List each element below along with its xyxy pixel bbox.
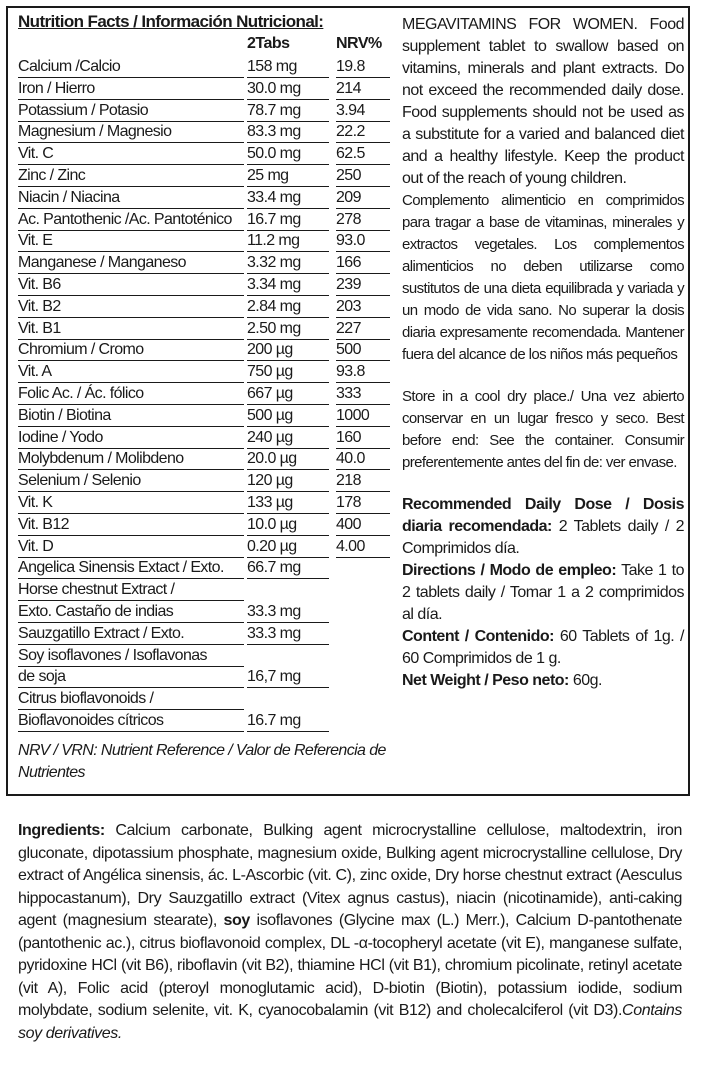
- nutrient-nrv-text: 62.5: [336, 145, 365, 163]
- nutrient-amount-text: 3.32 mg: [247, 254, 301, 272]
- nutrient-amount: [247, 428, 329, 449]
- nutrient-nrv: [336, 231, 390, 252]
- nutrient-name: [18, 471, 244, 492]
- nutrient-nrv-text: 166: [336, 254, 361, 272]
- nutrient-amount-text: 78.7 mg: [247, 101, 301, 119]
- nutrient-nrv: [336, 275, 390, 296]
- nutrient-amount: [247, 210, 329, 231]
- nutrient-nrv-text: 227: [336, 319, 361, 337]
- storage-text: Store in a cool dry place./ Una vez abierto conservar en un lugar fresco y seco. Best before end: See the container. Consumir preferentemente antes del fin de: ver envase.: [402, 388, 684, 471]
- nutrient-nrv-text: 4.00: [336, 537, 365, 555]
- column-header-nrv: NRV%: [336, 35, 382, 52]
- nutrient-nrv-text: 178: [336, 494, 361, 511]
- nutrient-amount: [247, 297, 329, 318]
- nutrient-nrv: [336, 449, 390, 470]
- nutrient-nrv-text: 278: [336, 210, 361, 228]
- nutrient-nrv: [336, 319, 390, 340]
- allergen-soy: soy: [223, 912, 250, 929]
- nutrient-nrv-text: 93.8: [336, 363, 365, 381]
- nutrient-amount-text: 240 µg: [247, 428, 293, 446]
- nutrient-amount: [247, 188, 329, 209]
- nutrient-amount-text: 11.2 mg: [247, 232, 300, 250]
- nutrient-nrv: [336, 646, 390, 666]
- nutrient-nrv: [336, 624, 390, 644]
- nutrient-row: [18, 79, 393, 101]
- nutrient-amount: [247, 624, 329, 645]
- nutrient-amount: [247, 122, 329, 143]
- nutrient-row: [18, 101, 393, 123]
- nutrient-amount: [247, 340, 329, 361]
- nutrient-amount-text: 120 µg: [247, 472, 293, 490]
- intro-spanish: Complemento alimenticio en comprimidos para tragar a base de vitaminas, minerales y extractos vegetales. Los complementos alimenticios no deben utilizarse como sustitutos de una dieta equilibrada y variada y un modo de vida sano. No superar la dosis diaria expresamente recomendada. Mantener fuera del alcance de los niños más pequeños: [402, 192, 684, 363]
- nutrient-name: [18, 57, 244, 78]
- ingredients-label: Ingredients:: [18, 822, 105, 839]
- nutrient-name-text: Citrus bioflavonoids /: [18, 690, 154, 708]
- nutrient-row: [18, 231, 393, 253]
- nutrient-nrv: [336, 122, 390, 143]
- nutrient-row: [18, 667, 393, 689]
- nutrient-row: [18, 711, 393, 733]
- nutrient-amount-text: 750 µg: [247, 363, 293, 381]
- nutrient-amount-text: 500 µg: [247, 406, 293, 424]
- nutrient-name-text: Vit. E: [18, 232, 53, 250]
- nutrient-row: [18, 297, 393, 319]
- nutrient-name: [18, 428, 244, 449]
- ingredients-text-1: Calcium carbonate, Bulking agent microcrystalline cellulose, maltodextrin, iron gluconate, dipotassium phosphate, magnesium oxide, Bulking agent microcrystalline cellulose, Dry extract of Angélica sinensis, ác. L-Ascorbic (vit. C), zinc oxide, Dry horse chestnut extract (Aesculus hippocastanum), Dry Sauzgatillo extract (Vitex agnus castus), niacin (nicotinamide), anti-caking agent (magnesium stearate),: [18, 822, 682, 929]
- nutrient-amount-text: 2.84 mg: [247, 297, 301, 315]
- nutrient-amount-text: 133 µg: [247, 494, 293, 511]
- nutrient-name: [18, 188, 244, 209]
- nutrient-amount: [247, 319, 329, 340]
- dose-label: Recommended Daily Dose / Dosis diaria recomendada:: [402, 496, 684, 535]
- nutrient-name: [18, 210, 244, 231]
- nutrient-name: [18, 646, 244, 667]
- intro-english: MEGAVITAMINS FOR WOMEN. Food supplement tablet to swallow based on vitamins, minerals and plant extracts. Do not exceed the recommended daily dose. Food supplements should not be used as a substitute for a varied and balanced diet and a healthy lifestyle. Keep the product out of the reach of young children.: [402, 16, 684, 187]
- nutrient-name-text: Vit. K: [18, 494, 53, 511]
- nutrient-name: [18, 166, 244, 187]
- nutrient-amount-text: 30.0 mg: [247, 79, 301, 97]
- nutrient-row: [18, 384, 393, 406]
- directions-label: Directions / Modo de empleo:: [402, 562, 617, 579]
- nutrient-amount: [247, 711, 329, 732]
- nutrient-nrv-text: 19.8: [336, 58, 365, 75]
- nutrient-row: [18, 144, 393, 166]
- nutrient-name: [18, 711, 244, 732]
- nutrient-nrv: [336, 253, 390, 274]
- nutrient-row: [18, 188, 393, 210]
- nutrient-amount: [247, 231, 329, 252]
- nutrient-nrv: [336, 406, 390, 427]
- nutrient-name-text: Ac. Pantothenic /Ac. Pantoténico: [18, 210, 232, 228]
- nutrient-name-text: Vit. D: [18, 537, 54, 555]
- nutrient-amount-text: 16.7 mg: [247, 210, 301, 228]
- nutrient-row: [18, 558, 393, 580]
- nutrient-amount: [247, 515, 329, 536]
- nutrient-amount: [247, 689, 329, 709]
- nutrient-name-text: Molybdenum / Molibdeno: [18, 450, 184, 468]
- column-header-amount: 2Tabs: [247, 35, 290, 52]
- nutrient-nrv-text: 3.94: [336, 101, 365, 119]
- nutrient-amount-text: 33.3 mg: [247, 624, 301, 642]
- nutrient-amount: [247, 537, 329, 558]
- nutrient-row: [18, 449, 393, 471]
- nutrient-amount-text: 33.4 mg: [247, 188, 301, 206]
- nutrient-name-text: Potassium / Potasio: [18, 101, 148, 119]
- nutrient-row: [18, 406, 393, 428]
- nutrient-name: [18, 122, 244, 143]
- nutrient-amount-text: 200 µg: [247, 341, 293, 359]
- nutrient-row: [18, 122, 393, 144]
- nutrient-amount-text: 25 mg: [247, 167, 289, 184]
- nutrient-name: [18, 689, 244, 710]
- nutrient-name: [18, 406, 244, 427]
- nutrient-nrv: [336, 57, 390, 78]
- nutrient-name: [18, 253, 244, 274]
- nutrient-row: [18, 689, 393, 711]
- nutrient-name-text: Vit. C: [18, 145, 54, 163]
- nutrient-row: [18, 362, 393, 384]
- nutrient-name: [18, 275, 244, 296]
- nutrient-nrv: [336, 515, 390, 536]
- nutrient-name-text: Horse chestnut Extract /: [18, 581, 175, 599]
- nutrient-name-text: Angelica Sinensis Extact / Exto.: [18, 559, 224, 577]
- nutrient-amount: [247, 57, 329, 78]
- nutrient-name: [18, 624, 244, 645]
- nutrient-nrv-text: 209: [336, 188, 361, 206]
- nutrient-name-text: Bioflavonoides cítricos: [18, 712, 164, 729]
- dose-value: 2 Tablets daily / 2 Comprimidos día.: [402, 518, 685, 557]
- nutrient-name: [18, 558, 244, 579]
- nutrition-table-title: Nutrition Facts / Información Nutricional:: [18, 12, 324, 31]
- nutrient-amount: [247, 406, 329, 427]
- nutrient-nrv-text: 500: [336, 341, 361, 359]
- nutrient-nrv-text: 203: [336, 297, 361, 315]
- nutrient-amount: [247, 646, 329, 666]
- nutrient-amount-text: 83.3 mg: [247, 123, 301, 141]
- nutrient-nrv: [336, 210, 390, 231]
- ingredients-text-2: isoflavones (Glycine max (L.) Merr.), Calcium D-pantothenate (pantothenic ac.), citrus bioflavonoid complex, DL -α-tocopheryl acetate (vit E), manganese sulfate, pyridoxine HCl (vit B6), riboflavin (vit B2), thiamine HCl (vit B1), chromium picolinate, retinyl acetate (vit A), Folic acid (pteroyl monoglutamic acid), D-biotin (Biotin), potassium iodide, sodium molybdate, sodium selenite, vit. K, cyanocobalamin (vit B12) and cholecalciferol (vit D3).: [18, 912, 682, 1019]
- nutrient-row: [18, 624, 393, 646]
- nutrient-nrv-text: 22.2: [336, 123, 365, 141]
- nutrient-row: [18, 602, 393, 624]
- nutrient-name-text: Vit. A: [18, 363, 52, 381]
- nutrient-name: [18, 79, 244, 100]
- nutrient-nrv: [336, 188, 390, 209]
- nutrient-amount-text: 3.34 mg: [247, 276, 301, 293]
- nutrient-amount-text: 0.20 µg: [247, 537, 297, 555]
- nutrient-name: [18, 319, 244, 340]
- nutrient-nrv: [336, 689, 390, 709]
- nutrient-name-text: Iodine / Yodo: [18, 428, 103, 446]
- nutrient-name-text: Vit. B2: [18, 297, 61, 315]
- nutrient-name: [18, 602, 244, 623]
- nutrient-amount: [247, 166, 329, 187]
- nutrient-nrv: [336, 144, 390, 165]
- nutrient-row: [18, 428, 393, 450]
- nrv-footnote: NRV / VRN: Nutrient Reference / Valor de Referencia de Nutrientes: [18, 742, 386, 781]
- nutrient-nrv: [336, 428, 390, 449]
- allergen-note: Contains soy derivatives.: [18, 1002, 682, 1042]
- nutrient-name: [18, 493, 244, 514]
- content-label: Content / Contenido:: [402, 628, 554, 645]
- nutrient-name-text: Calcium /Calcio: [18, 58, 121, 75]
- nutrient-amount-text: 33.3 mg: [247, 603, 301, 620]
- nutrient-nrv-text: 93.0: [336, 232, 365, 250]
- nutrient-nrv-text: 333: [336, 385, 361, 402]
- nutrient-amount-text: 158 mg: [247, 58, 297, 75]
- product-description: [402, 14, 684, 692]
- nutrient-nrv-text: 400: [336, 515, 361, 533]
- nutrient-row: [18, 471, 393, 493]
- nutrient-nrv: [336, 667, 390, 687]
- nutrient-amount-text: 20.0 µg: [247, 450, 297, 468]
- weight-value: 60g.: [568, 672, 602, 689]
- nutrient-name: [18, 384, 244, 405]
- nutrient-nrv: [336, 101, 390, 122]
- nutrient-amount: [247, 275, 329, 296]
- nutrient-amount: [247, 101, 329, 122]
- nutrient-row: [18, 275, 393, 297]
- nutrient-name: [18, 537, 244, 558]
- nutrient-name-text: Iron / Hierro: [18, 79, 95, 97]
- nutrient-nrv-text: 160: [336, 428, 361, 446]
- nutrient-amount: [247, 384, 329, 405]
- nutrient-name-text: Vit. B12: [18, 515, 69, 533]
- nutrient-nrv: [336, 558, 390, 578]
- nutrient-nrv: [336, 362, 390, 383]
- nutrient-row: [18, 319, 393, 341]
- nutrient-nrv: [336, 384, 390, 405]
- nutrient-amount: [247, 449, 329, 470]
- nutrient-row: [18, 493, 393, 515]
- nutrient-name-text: Magnesium / Magnesio: [18, 123, 172, 141]
- nutrient-nrv-text: 1000: [336, 406, 370, 424]
- nutrient-amount-text: 2.50 mg: [247, 319, 301, 337]
- nutrient-name: [18, 580, 244, 601]
- weight-label: Net Weight / Peso neto:: [402, 672, 569, 689]
- nutrient-name: [18, 667, 244, 688]
- nutrient-nrv-text: 218: [336, 472, 361, 490]
- nutrient-name: [18, 340, 244, 361]
- nutrient-nrv: [336, 493, 390, 514]
- nutrient-nrv: [336, 602, 390, 622]
- nutrient-nrv-text: 239: [336, 276, 361, 293]
- nutrient-name: [18, 515, 244, 536]
- nutrient-name-text: Niacin / Niacina: [18, 188, 120, 206]
- nutrient-amount-text: 50.0 mg: [247, 145, 301, 163]
- nutrient-amount-text: 16.7 mg: [247, 712, 301, 729]
- nutrient-nrv: [336, 79, 390, 100]
- nutrient-row: [18, 515, 393, 537]
- content-info: [402, 626, 684, 670]
- nutrient-amount-text: 16,7 mg: [247, 668, 301, 686]
- nutrient-name: [18, 297, 244, 318]
- nutrient-name: [18, 101, 244, 122]
- nutrient-name-text: de soja: [18, 668, 66, 686]
- nutrient-amount: [247, 667, 329, 688]
- ingredients-section: [18, 820, 682, 1045]
- nutrient-nrv: [336, 580, 390, 600]
- nutrient-amount: [247, 144, 329, 165]
- nutrient-amount: [247, 471, 329, 492]
- content-value: 60 Tablets of 1g. / 60 Comprimidos de 1 g.: [402, 628, 684, 667]
- nutrient-amount: [247, 580, 329, 600]
- nutrient-row: [18, 166, 393, 188]
- nutrient-nrv-text: 214: [336, 79, 361, 97]
- nutrient-nrv-text: 250: [336, 167, 361, 184]
- nutrient-name-text: Chromium / Cromo: [18, 341, 144, 359]
- nutrient-name-text: Soy isoflavones / Isoflavonas: [18, 646, 207, 664]
- nutrient-amount: [247, 253, 329, 274]
- nutrient-nrv: [336, 537, 390, 558]
- nutrient-amount: [247, 602, 329, 623]
- nutrient-name-text: Manganese / Manganeso: [18, 254, 186, 272]
- nutrient-name-text: Vit. B6: [18, 276, 61, 293]
- nutrient-nrv: [336, 297, 390, 318]
- dose-info: [402, 494, 684, 560]
- nutrient-row: [18, 253, 393, 275]
- weight-info: [402, 670, 684, 692]
- nutrient-name-text: Biotin / Biotina: [18, 406, 111, 424]
- nutrient-name: [18, 231, 244, 252]
- nutrient-name-text: Folic Ac. / Ác. fólico: [18, 385, 144, 402]
- nutrient-name-text: Exto. Castaño de indias: [18, 603, 174, 620]
- nutrient-amount: [247, 493, 329, 514]
- nutrient-amount-text: 667 µg: [247, 385, 293, 402]
- nutrient-name-text: Zinc / Zinc: [18, 167, 86, 184]
- nutrient-amount-text: 66.7 mg: [247, 559, 301, 577]
- nutrient-name: [18, 362, 244, 383]
- nutrient-amount: [247, 362, 329, 383]
- nutrient-amount-text: 10.0 µg: [247, 515, 297, 533]
- nutrient-row: [18, 57, 393, 79]
- directions-value: Take 1 to 2 tablets daily / Tomar 1 a 2 comprimidos al día.: [402, 562, 684, 623]
- nutrient-name-text: Selenium / Selenio: [18, 472, 141, 490]
- nutrient-row: [18, 537, 393, 559]
- nutrient-name-text: Sauzgatillo Extract / Exto.: [18, 624, 185, 642]
- nutrient-nrv: [336, 471, 390, 492]
- nutrient-name-text: Vit. B1: [18, 319, 61, 337]
- nutrient-nrv: [336, 340, 390, 361]
- directions-info: [402, 560, 684, 626]
- nutrient-amount: [247, 558, 329, 579]
- nutrient-nrv: [336, 166, 390, 187]
- nutrient-amount: [247, 79, 329, 100]
- nutrient-name: [18, 144, 244, 165]
- nutrient-nrv: [336, 711, 390, 731]
- nutrient-row: [18, 646, 393, 668]
- nutrient-row: [18, 340, 393, 362]
- nutrient-row: [18, 580, 393, 602]
- nutrient-row: [18, 210, 393, 232]
- nutrient-name: [18, 449, 244, 470]
- nutrient-nrv-text: 40.0: [336, 450, 365, 468]
